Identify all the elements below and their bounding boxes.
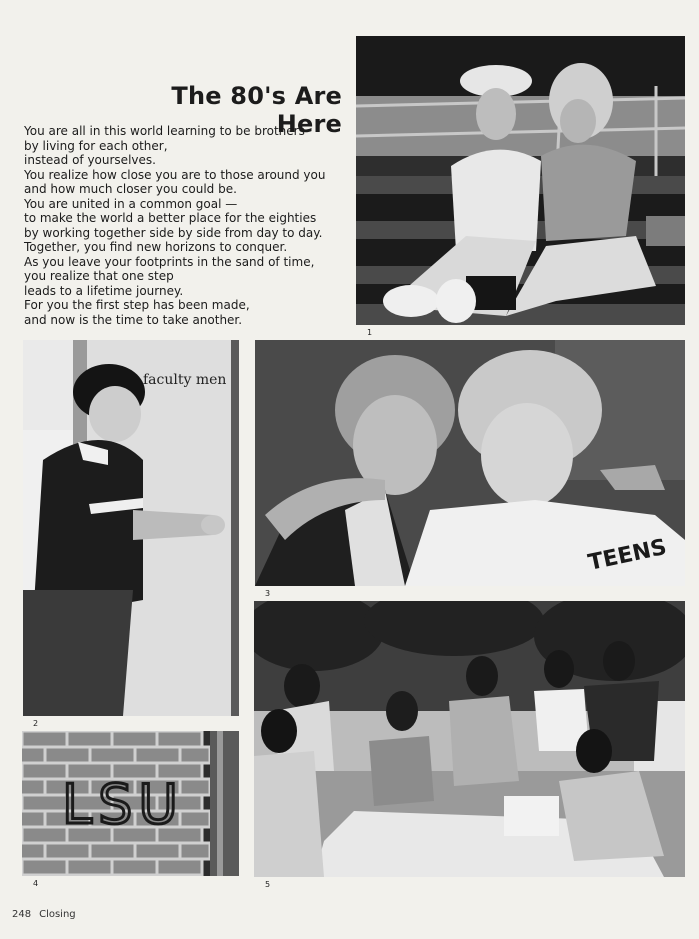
poem xyxy=(24,124,354,327)
photo-caption: 4 xyxy=(33,879,39,888)
photo-caption: 5 xyxy=(265,880,271,889)
poem-line: and now is the time to take another. xyxy=(24,312,243,327)
poem-line: leads to a lifetime journey. xyxy=(24,283,184,298)
poem-line: For you the first step has been made, xyxy=(24,298,250,312)
photo-bleachers xyxy=(356,36,685,325)
poem-line: As you leave your footprints in the sand of time, xyxy=(24,254,315,269)
poem-line: by living for each other, xyxy=(24,138,168,153)
poem-line: You are all in this world learning to be brothers xyxy=(24,124,305,138)
photo-caption: 3 xyxy=(265,589,271,598)
poem-line: to make the world a better place for the eighties xyxy=(24,211,317,225)
photo-brick-wall xyxy=(22,731,239,876)
shirt-text: TEENS xyxy=(586,534,669,576)
page-footer xyxy=(12,909,84,920)
poem-line: instead of yourselves. xyxy=(24,153,156,167)
graffiti-text: LSU xyxy=(62,773,184,836)
section-name: Closing xyxy=(39,909,76,920)
poem-line: Together, you find new horizons to conquer. xyxy=(24,240,288,254)
faculty-sign-text: faculty men xyxy=(143,372,227,388)
photo-faculty-door xyxy=(23,340,239,716)
photo-two-women xyxy=(255,340,685,586)
poem-line: and how much closer you could be. xyxy=(24,182,237,196)
photo-caption: 2 xyxy=(33,719,39,728)
page-number: 248 xyxy=(12,909,32,920)
photo-picnic-group xyxy=(254,601,685,877)
poem-line: You are united in a common goal — xyxy=(24,196,238,211)
page-title: The 80's Are Here xyxy=(171,82,342,138)
poem-line: You realize how close you are to those around you xyxy=(24,167,326,182)
poem-line: by working together side by side from day to day. xyxy=(24,225,323,240)
photo-caption: 1 xyxy=(367,328,373,337)
poem-line: you realize that one step xyxy=(24,269,174,283)
